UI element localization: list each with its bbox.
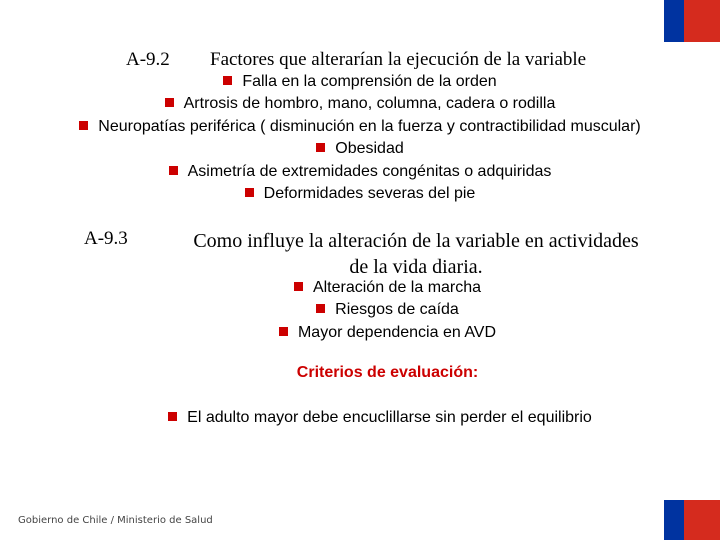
- section-93-code: A-9.3: [84, 228, 128, 249]
- section-93-title-line1: Como influye la alteración de la variable en actividades: [193, 230, 639, 252]
- square-bullet-icon: [169, 166, 178, 175]
- section-93-list: [0, 277, 720, 344]
- list-item: Obesidad: [0, 138, 720, 160]
- criteria-title: Criterios de evaluación:: [296, 364, 479, 381]
- list-item: El adulto mayor debe encuclillarse sin perder el equilibrio: [0, 407, 720, 429]
- square-bullet-icon: [223, 76, 232, 85]
- chile-flag-bottom: [664, 500, 720, 540]
- flag-red-stripe: [684, 0, 720, 42]
- chile-flag-top: [664, 0, 720, 42]
- square-bullet-icon: [168, 412, 177, 421]
- list-item: Falla en la comprensión de la orden: [0, 71, 720, 93]
- list-item: Asimetría de extremidades congénitas o adquiridas: [0, 161, 720, 183]
- list-item: Riesgos de caída: [0, 299, 720, 321]
- list-item: Artrosis de hombro, mano, columna, cadera o rodilla: [0, 93, 720, 115]
- list-item: Alteración de la marcha: [0, 277, 720, 299]
- list-item: Mayor dependencia en AVD: [0, 322, 720, 344]
- square-bullet-icon: [294, 282, 303, 291]
- section-93-title: [156, 228, 676, 280]
- flag-blue-stripe: [664, 500, 684, 540]
- square-bullet-icon: [245, 188, 254, 197]
- footer-text: Gobierno de Chile / Ministerio de Salud: [18, 515, 213, 526]
- section-92-code: A-9.2: [126, 49, 170, 70]
- section-92-title: Factores que alterarían la ejecución de la variable: [210, 49, 587, 70]
- section-92-list: [0, 71, 720, 205]
- list-item: Deformidades severas del pie: [0, 183, 720, 205]
- square-bullet-icon: [165, 98, 174, 107]
- list-item: Neuropatías periférica ( disminución en la fuerza y contractibilidad muscular): [0, 116, 720, 138]
- section-93-title-line2: de la vida diaria.: [349, 256, 483, 278]
- square-bullet-icon: [79, 121, 88, 130]
- flag-blue-stripe: [664, 0, 684, 42]
- criteria-list: [0, 407, 720, 429]
- square-bullet-icon: [316, 304, 325, 313]
- square-bullet-icon: [316, 143, 325, 152]
- square-bullet-icon: [279, 327, 288, 336]
- flag-red-stripe: [684, 500, 720, 540]
